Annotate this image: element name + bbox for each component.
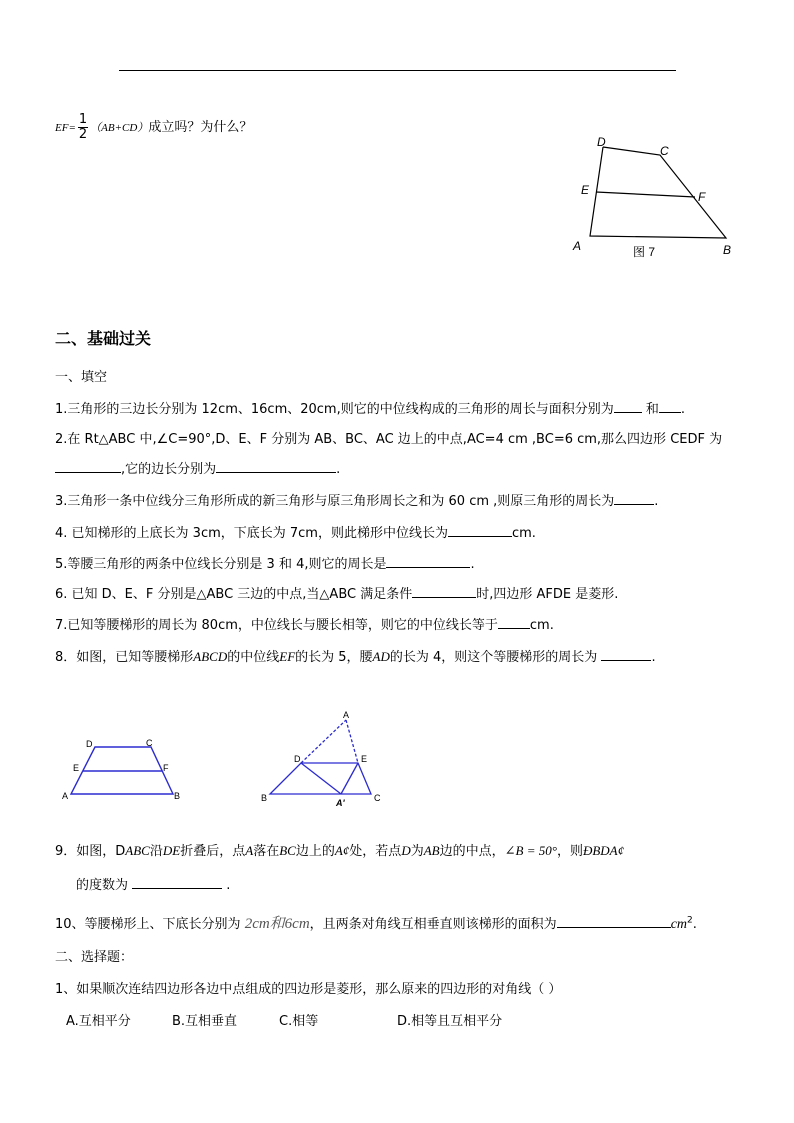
figure-folded-triangle: [255, 708, 390, 810]
fill-q5: 5.等腰三角形的两条中位线长分别是 3 和 4,则它的周长是 .: [55, 557, 475, 572]
answer-blank: [498, 616, 530, 629]
eq-paren: （AB+CD）: [90, 122, 149, 134]
choice-option-d[interactable]: D.相等且互相平分: [397, 1014, 503, 1029]
tri-label-a-prime: A': [336, 798, 345, 808]
answer-blank: [614, 492, 654, 505]
answer-blank: [55, 460, 121, 473]
answer-blank: [132, 876, 222, 889]
fraction-half: $\frac{1}{2}$: [78, 112, 88, 142]
fill-q9: 9．如图，DABC沿DE折叠后，点A落在BC边上的A¢处，若点D为AB边的中点，∠B = 50°，则ÐBDA¢: [55, 843, 625, 859]
answer-blank: [386, 555, 470, 568]
answer-blank: [659, 400, 681, 413]
fig7-caption: 图 7: [633, 245, 656, 259]
answer-blank: [216, 460, 336, 473]
choice-option-c[interactable]: C.相等: [279, 1014, 319, 1029]
tri-dashed-da: [301, 720, 346, 763]
answer-blank: [557, 915, 671, 928]
fig7-label-d: D: [597, 135, 606, 149]
tri-label-b: B: [261, 793, 268, 803]
tri-label-a: A: [343, 710, 350, 720]
fig7-label-f: F: [698, 190, 706, 204]
tri-label-e: E: [361, 754, 368, 764]
fig7-label-c: C: [660, 144, 669, 158]
fig7-midline-ef: [596, 192, 695, 197]
handwritten-bases: 2cm和6cm: [244, 916, 310, 932]
tri-ea-prime: [341, 763, 358, 794]
intro-question-text: 成立吗？为什么？: [148, 120, 253, 135]
part-choice-title: 二、选择题：: [55, 950, 134, 965]
trap-label-d: D: [86, 739, 93, 749]
choice-q1: 1、如果顺次连结四边形各边中点组成的四边形是菱形，那么原来的四边形的对角线（ ）: [55, 982, 562, 997]
answer-blank: [601, 648, 651, 661]
fill-q4: 4. 已知梯形的上底长为 3cm，下底长为 7cm，则此梯形中位线长为 cm.: [55, 526, 536, 541]
fill-q7: 7.已知等腰梯形的周长为 80cm，中位线长与腰长相等，则它的中位线长等于 cm.: [55, 618, 554, 633]
fig7-label-e: E: [581, 183, 590, 197]
fill-q2: 2.在 Rt△ABC 中,∠C=90°,D、E、F 分别为 AB、BC、AC 边上的中点,AC=4 cm ,BC=6 cm,那么四边形 CEDF 为: [55, 432, 723, 447]
trap-label-a: A: [62, 791, 69, 801]
header-rule: [119, 70, 676, 71]
fill-q8: 8．如图，已知等腰梯形ABCD的中位线EF的长为 5，腰AD的长为 4，则这个等腰梯形的周长为 .: [55, 649, 656, 665]
answer-blank: [448, 524, 512, 537]
fig7-label-a: A: [573, 239, 582, 253]
tri-da-prime: [301, 763, 341, 794]
fill-q9-line2: 的度数为 .: [76, 878, 231, 893]
intro-question: [55, 113, 252, 142]
eq-left: EF=: [55, 122, 76, 134]
trap-label-f: F: [163, 763, 169, 773]
choice-option-b[interactable]: B.互相垂直: [172, 1014, 238, 1029]
fig7-label-b: B: [723, 243, 732, 257]
answer-blank: [412, 585, 476, 598]
choice-option-a[interactable]: A.互相平分: [66, 1014, 131, 1029]
tri-label-d: D: [294, 754, 301, 764]
part-fill-title: 一、填空: [55, 370, 108, 385]
answer-blank: [614, 400, 642, 413]
fill-q6: 6. 已知 D、E、F 分别是△ABC 三边的中点,当△ABC 满足条件 时,四边形 AFDE 是菱形.: [55, 587, 619, 602]
figure-trapezoid: [60, 735, 190, 805]
fill-q10: 10、等腰梯形上、下底长分别为 2cm和6cm，且两条对角线互相垂直则该梯形的面积为 $cm^2$.: [55, 915, 697, 932]
tri-label-c: C: [374, 793, 381, 803]
trap-label-b: B: [174, 791, 181, 801]
fill-q3: 3.三角形一条中位线分三角形所成的新三角形与原三角形周长之和为 60 cm ,则原三角形的周长为 .: [55, 494, 659, 509]
figure-7: [565, 130, 745, 265]
trap-label-e: E: [73, 763, 80, 773]
fill-q1: 1.三角形的三边长分别为 12cm、16cm、20cm,则它的中位线构成的三角形的周长与面积分别为 和 .: [55, 402, 686, 417]
tri-dashed-ae: [346, 720, 358, 763]
section-title-basic: 二、基础过关: [55, 329, 152, 348]
trap-label-c: C: [146, 738, 153, 748]
fill-q2-line2: ,它的边长分别为 .: [55, 458, 340, 477]
